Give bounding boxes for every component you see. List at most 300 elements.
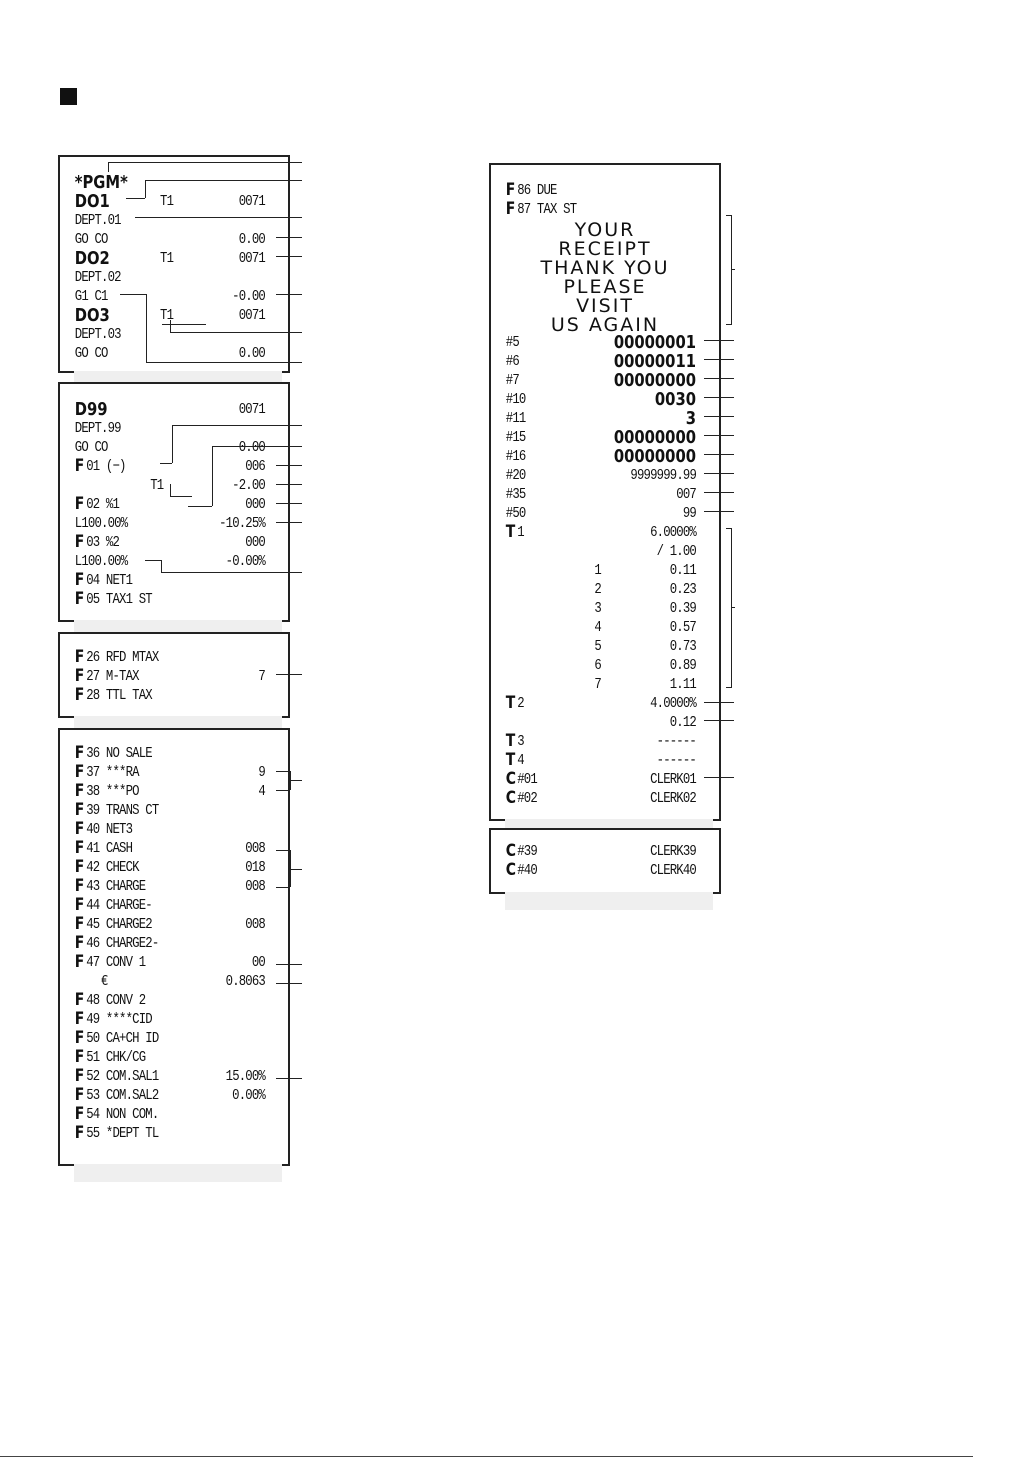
receipt-text: 0.57 xyxy=(669,619,696,636)
receipt-text: F xyxy=(74,589,84,609)
receipt-text: 51 CHK/CG xyxy=(86,1049,146,1066)
receipt-text: 52 COM.SAL1 xyxy=(86,1068,159,1085)
receipt-text: 46 CHARGE2- xyxy=(86,935,159,952)
receipt-text: 0071 xyxy=(238,193,265,210)
receipt-text: 0.73 xyxy=(669,638,696,655)
receipt-text: 0.12 xyxy=(669,714,696,731)
leader-line xyxy=(161,560,162,572)
receipt-text: 00000001 xyxy=(613,332,696,353)
receipt-row xyxy=(491,841,696,861)
receipt-text: F xyxy=(74,666,84,686)
receipt-text: F xyxy=(74,1085,84,1105)
leader-line xyxy=(212,446,213,506)
receipt-text: 5 xyxy=(594,638,601,655)
receipt-text: -10.25% xyxy=(219,515,265,532)
receipt-text: 54 NON COM. xyxy=(86,1106,159,1123)
receipt-text: -0.00 xyxy=(232,288,265,305)
receipt-row xyxy=(60,230,265,249)
receipt-text: 01 (−) xyxy=(86,458,126,475)
receipt-text: 7 xyxy=(594,676,601,693)
receipt-row xyxy=(60,248,265,269)
receipt-text: F xyxy=(74,1123,84,1143)
receipt-row xyxy=(60,173,247,192)
receipt-text: #7 xyxy=(505,372,519,389)
receipt-text: GO CO xyxy=(74,231,108,248)
leader-line xyxy=(161,572,302,573)
receipt-text: F xyxy=(74,1047,84,1067)
receipt-text: #39 xyxy=(517,843,537,860)
leader-line xyxy=(704,378,734,379)
leader-line xyxy=(704,416,734,417)
receipt-text: F xyxy=(74,762,84,782)
receipt-text: DEPT.01 xyxy=(74,212,121,229)
section-bullet-icon xyxy=(60,88,77,105)
receipt-text: #11 xyxy=(505,410,526,427)
leader-line xyxy=(731,607,735,608)
receipt-row xyxy=(60,914,265,934)
leader-line xyxy=(172,425,173,463)
receipt-row xyxy=(491,769,696,789)
receipt-row xyxy=(491,731,696,751)
leader-line xyxy=(704,492,734,493)
receipt-text: 03 %2 xyxy=(86,534,120,551)
leader-line xyxy=(276,771,290,772)
receipt-row xyxy=(60,972,265,991)
receipt-text: C xyxy=(505,860,516,880)
leader-line xyxy=(704,340,734,341)
receipt-text: F xyxy=(74,895,84,915)
receipt-text: F xyxy=(74,1028,84,1048)
receipt-text: DEPT.03 xyxy=(74,326,121,343)
receipt-row xyxy=(60,934,247,953)
receipt-text: DO2 xyxy=(74,248,110,269)
receipt-text: F xyxy=(74,743,84,763)
receipt-text: 0.89 xyxy=(669,657,696,674)
receipt-text: 1.11 xyxy=(669,676,696,693)
receipt-text: -2.00 xyxy=(232,477,265,494)
receipt-text: GO CO xyxy=(74,345,108,362)
receipt-text: 6 xyxy=(594,657,601,674)
receipt-pgm-2 xyxy=(58,382,290,622)
receipt-row xyxy=(491,750,696,770)
receipt-text: 3 xyxy=(685,408,696,429)
receipt-text: DEPT.02 xyxy=(74,269,121,286)
receipt-text: F xyxy=(74,800,84,820)
leader-line xyxy=(108,162,302,163)
receipt-text: 0030 xyxy=(654,389,696,410)
receipt-text: F xyxy=(74,1009,84,1029)
receipt-text: F xyxy=(74,647,84,667)
receipt-row xyxy=(491,656,696,675)
receipt-text: 99 xyxy=(682,505,696,522)
receipt-row xyxy=(491,466,696,485)
leader-line xyxy=(108,162,109,172)
leader-line xyxy=(170,484,171,496)
receipt-row xyxy=(491,351,696,372)
receipt-text: F xyxy=(74,914,84,934)
receipt-text: 36 NO SALE xyxy=(86,745,152,762)
receipt-text: CLERK40 xyxy=(650,862,696,879)
receipt-message-line: US AGAIN xyxy=(550,314,660,336)
receipt-text: 00000000 xyxy=(613,446,696,467)
receipt-text: T1 xyxy=(160,250,174,267)
leader-line xyxy=(276,790,290,791)
receipt-text: F xyxy=(74,876,84,896)
bracket-line xyxy=(726,215,732,325)
receipt-row xyxy=(60,571,247,590)
receipt-text: 9999999.99 xyxy=(630,467,696,484)
receipt-text: F xyxy=(74,532,84,552)
receipt-text: 008 xyxy=(245,840,265,857)
receipt-row xyxy=(60,952,265,972)
leader-line xyxy=(145,180,302,181)
receipt-text: 1 xyxy=(594,562,601,579)
receipt-row xyxy=(60,838,265,858)
receipt-row xyxy=(491,693,696,713)
leader-line xyxy=(276,1078,302,1079)
receipt-row xyxy=(60,1105,247,1124)
receipt-text: 26 RFD MTAX xyxy=(86,649,159,666)
receipt-text: 008 xyxy=(245,878,265,895)
receipt-row xyxy=(60,287,265,306)
receipt-text: #6 xyxy=(505,353,519,370)
receipt-row xyxy=(60,456,265,476)
receipt-text: #20 xyxy=(505,467,526,484)
receipt-text: F xyxy=(74,952,84,972)
leader-line xyxy=(704,397,734,398)
receipt-text: CLERK01 xyxy=(650,771,696,788)
receipt-row xyxy=(60,1010,247,1029)
receipt-row xyxy=(60,1085,265,1105)
receipt-text: 0071 xyxy=(238,401,265,418)
receipt-text: F xyxy=(74,456,84,476)
leader-line xyxy=(704,473,734,474)
leader-line xyxy=(146,362,302,363)
receipt-row xyxy=(491,485,696,504)
leader-line xyxy=(212,446,302,447)
receipt-text: 0.00 xyxy=(238,231,265,248)
receipt-text: 41 CASH xyxy=(86,840,133,857)
receipt-row xyxy=(60,991,247,1010)
receipt-text: 4.0000% xyxy=(650,695,696,712)
leader-line xyxy=(276,503,302,504)
receipt-text: 28 TTL TAX xyxy=(86,687,152,704)
receipt-text: 05 TAX1 ST xyxy=(86,591,152,608)
receipt-row xyxy=(491,181,678,200)
leader-line xyxy=(276,674,302,675)
leader-line xyxy=(276,256,302,257)
page-footer-rule xyxy=(0,1456,973,1457)
receipt-row xyxy=(491,580,696,599)
receipt-text: 4 xyxy=(517,752,524,769)
receipt-row xyxy=(491,542,696,561)
receipt-text: 3 xyxy=(594,600,601,617)
receipt-row xyxy=(60,801,247,820)
receipt-text: 49 ****CID xyxy=(86,1011,152,1028)
receipt-text: 7 xyxy=(258,668,265,685)
receipt-text: 4 xyxy=(594,619,601,636)
leader-line xyxy=(704,511,734,512)
receipt-row xyxy=(491,788,696,808)
receipt-row xyxy=(60,514,265,533)
receipt-text: 37 ***RA xyxy=(86,764,139,781)
receipt-text: 0.11 xyxy=(669,562,696,579)
leader-line xyxy=(146,294,147,362)
receipt-row xyxy=(60,781,265,801)
receipt-text: T1 xyxy=(160,307,174,324)
receipt-text: DEPT.99 xyxy=(74,420,121,437)
receipt-text: 00000011 xyxy=(613,351,696,372)
receipt-row xyxy=(60,399,265,420)
leader-line xyxy=(135,217,302,218)
receipt-row xyxy=(491,200,678,219)
receipt-row xyxy=(491,332,696,353)
receipt-text: 0071 xyxy=(238,250,265,267)
receipt-message-line: RECEIPT xyxy=(558,238,652,260)
receipt-row xyxy=(60,494,265,514)
leader-line xyxy=(276,964,302,965)
receipt-text: 02 %1 xyxy=(86,496,120,513)
receipt-text: C xyxy=(505,841,516,861)
receipt-pgm-5 xyxy=(489,163,721,821)
receipt-row xyxy=(491,618,696,637)
receipt-text: DO3 xyxy=(74,305,110,326)
receipt-text: 006 xyxy=(245,458,265,475)
receipt-text: 2 xyxy=(517,695,524,712)
receipt-text: -0.00% xyxy=(225,553,265,570)
leader-line xyxy=(290,780,302,781)
receipt-row xyxy=(491,408,696,429)
receipt-text: *PGM* xyxy=(74,172,128,193)
receipt-text: T1 xyxy=(150,477,164,494)
receipt-text: 0.00% xyxy=(232,1087,265,1104)
receipt-row xyxy=(60,532,265,552)
receipt-text: F xyxy=(74,494,84,514)
receipt-text: #15 xyxy=(505,429,526,446)
receipt-row xyxy=(60,1029,247,1048)
receipt-pgm-1 xyxy=(58,155,290,373)
leader-line xyxy=(704,359,734,360)
leader-line xyxy=(145,180,146,198)
receipt-text: 55 *DEPT TL xyxy=(86,1125,159,1142)
receipt-text: 0071 xyxy=(238,307,265,324)
receipt-text: 9 xyxy=(258,764,265,781)
leader-line xyxy=(188,506,212,507)
receipt-row xyxy=(491,599,696,618)
receipt-text: F xyxy=(74,857,84,877)
receipt-text: #5 xyxy=(505,334,519,351)
receipt-row xyxy=(60,419,247,438)
receipt-text: F xyxy=(505,180,515,200)
receipt-text: 0.00 xyxy=(238,345,265,362)
receipt-text: #40 xyxy=(517,862,537,879)
receipt-pgm-3 xyxy=(58,632,290,718)
receipt-text: 45 CHARGE2 xyxy=(86,916,152,933)
receipt-text: 40 NET3 xyxy=(86,821,133,838)
receipt-row xyxy=(491,860,696,880)
receipt-text: 4 xyxy=(258,783,265,800)
receipt-row xyxy=(60,1124,247,1143)
leader-line xyxy=(731,269,735,270)
receipt-text: #10 xyxy=(505,391,526,408)
receipt-text: #50 xyxy=(505,505,526,522)
leader-line xyxy=(172,425,302,426)
leader-line xyxy=(126,198,145,199)
receipt-text: 0.8063 xyxy=(225,973,265,990)
receipt-text: F xyxy=(74,1066,84,1086)
receipt-text: 50 CA+CH ID xyxy=(86,1030,159,1047)
receipt-text: F xyxy=(74,819,84,839)
receipt-text: 04 NET1 xyxy=(86,572,133,589)
receipt-text: 2 xyxy=(594,581,601,598)
receipt-text: 39 TRANS CT xyxy=(86,802,159,819)
receipt-text: 43 CHARGE xyxy=(86,878,146,895)
leader-line xyxy=(160,463,172,464)
receipt-text: 00 xyxy=(251,954,265,971)
receipt-row xyxy=(60,590,247,609)
receipt-text: #35 xyxy=(505,486,526,503)
receipt-message-line: THANK YOU xyxy=(540,257,670,279)
receipt-text: 1 xyxy=(517,524,524,541)
receipt-text: 27 M-TAX xyxy=(86,668,139,685)
receipt-row xyxy=(491,370,696,391)
receipt-row xyxy=(60,344,265,363)
receipt-text: C xyxy=(505,788,516,808)
receipt-text: / 1.00 xyxy=(656,543,696,560)
receipt-row xyxy=(491,504,696,523)
leader-line xyxy=(276,465,302,466)
leader-line xyxy=(276,983,302,984)
receipt-row xyxy=(491,713,696,732)
leader-line xyxy=(145,560,161,561)
leader-line xyxy=(704,454,734,455)
receipt-text: D99 xyxy=(74,399,108,420)
leader-line xyxy=(170,320,171,332)
receipt-text: 0.39 xyxy=(669,600,696,617)
receipt-row xyxy=(60,820,247,839)
receipt-text: L100.00% xyxy=(74,515,128,532)
receipt-row xyxy=(60,857,265,877)
receipt-text: 000 xyxy=(245,496,265,513)
receipt-text: T xyxy=(505,750,515,770)
receipt-text: € xyxy=(101,973,108,990)
receipt-text: 38 ***PO xyxy=(86,783,139,800)
receipt-text: 87 TAX ST xyxy=(517,201,577,218)
receipt-pgm-4 xyxy=(58,728,290,1166)
leader-line xyxy=(276,294,302,295)
receipt-row xyxy=(60,648,247,667)
receipt-text: 15.00% xyxy=(225,1068,265,1085)
receipt-text: #01 xyxy=(517,771,537,788)
receipt-text: C xyxy=(505,769,516,789)
receipt-text: 3 xyxy=(517,733,524,750)
leader-line xyxy=(276,237,302,238)
receipt-text: 6.0000% xyxy=(650,524,696,541)
receipt-row xyxy=(60,1048,247,1067)
receipt-row xyxy=(491,675,696,694)
receipt-row xyxy=(491,522,696,542)
leader-line xyxy=(704,435,734,436)
receipt-pgm-6 xyxy=(489,828,721,894)
receipt-text: #16 xyxy=(505,448,526,465)
leader-line xyxy=(162,324,206,325)
receipt-text: 86 DUE xyxy=(517,182,557,199)
leader-line xyxy=(704,720,734,721)
receipt-text: T xyxy=(505,731,515,751)
leader-line xyxy=(276,850,290,851)
receipt-text: F xyxy=(505,199,515,219)
leader-line xyxy=(290,869,302,870)
receipt-row xyxy=(491,389,696,410)
receipt-text: CLERK39 xyxy=(650,843,696,860)
receipt-text: ------ xyxy=(656,752,696,769)
receipt-row xyxy=(60,876,265,896)
receipt-text: 0.00 xyxy=(238,439,265,456)
receipt-message-line: YOUR xyxy=(574,219,636,241)
leader-line xyxy=(276,887,290,888)
receipt-message-line: PLEASE xyxy=(563,276,647,298)
receipt-row xyxy=(491,446,696,467)
receipt-text: T xyxy=(505,693,515,713)
receipt-text: F xyxy=(74,685,84,705)
receipt-row xyxy=(60,1066,265,1086)
receipt-text: 018 xyxy=(245,859,265,876)
receipt-text: T xyxy=(505,522,515,542)
receipt-text: GO CO xyxy=(74,439,108,456)
leader-line xyxy=(704,777,734,778)
receipt-row xyxy=(60,191,265,212)
receipt-row xyxy=(60,686,247,705)
receipt-text: 53 COM.SAL2 xyxy=(86,1087,159,1104)
bracket-line xyxy=(726,528,732,688)
receipt-row xyxy=(60,896,247,915)
receipt-text: 00000000 xyxy=(613,370,696,391)
receipt-text: F xyxy=(74,838,84,858)
receipt-row xyxy=(60,666,265,686)
receipt-message-line: VISIT xyxy=(576,295,634,317)
receipt-row xyxy=(60,438,265,457)
receipt-text: #02 xyxy=(517,790,537,807)
receipt-text: 000 xyxy=(245,534,265,551)
receipt-text: L100.00% xyxy=(74,553,128,570)
receipt-text: 00000000 xyxy=(613,427,696,448)
leader-line xyxy=(276,484,302,485)
receipt-text: F xyxy=(74,990,84,1010)
receipt-row xyxy=(491,561,696,580)
receipt-row xyxy=(60,744,247,763)
receipt-text: ------ xyxy=(656,733,696,750)
receipt-row xyxy=(60,268,247,287)
leader-line xyxy=(120,294,146,295)
receipt-text: 008 xyxy=(245,916,265,933)
receipt-text: F xyxy=(74,781,84,801)
receipt-row xyxy=(60,552,265,571)
receipt-text: 48 CONV 2 xyxy=(86,992,146,1009)
receipt-text: 0.23 xyxy=(669,581,696,598)
receipt-text: 007 xyxy=(676,486,696,503)
leader-line xyxy=(170,496,192,497)
receipt-text: F xyxy=(74,1104,84,1124)
receipt-text: DO1 xyxy=(74,191,110,212)
receipt-row xyxy=(60,305,265,326)
receipt-row xyxy=(60,211,247,230)
receipt-text: F xyxy=(74,933,84,953)
receipt-text: CLERK02 xyxy=(650,790,696,807)
receipt-row xyxy=(491,427,696,448)
receipt-text: 44 CHARGE- xyxy=(86,897,152,914)
receipt-row xyxy=(491,637,696,656)
receipt-text: T1 xyxy=(160,193,174,210)
